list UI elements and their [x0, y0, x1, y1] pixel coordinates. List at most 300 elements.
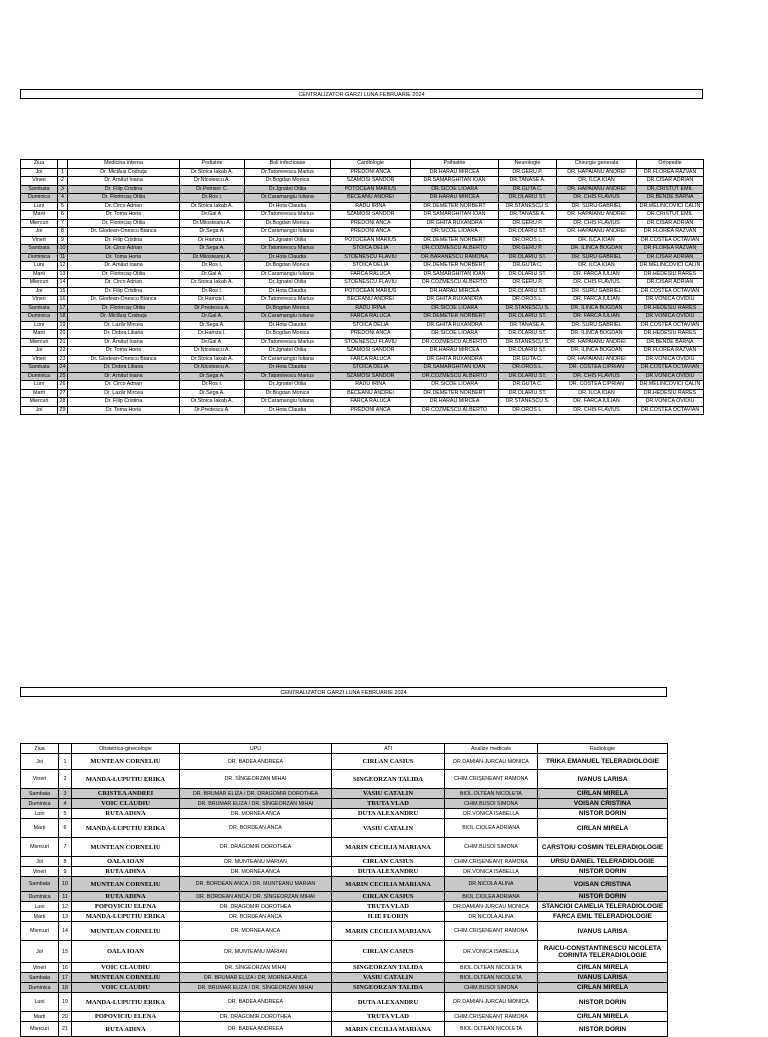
table-cell: 3: [58, 185, 68, 194]
table-cell: BIOL.CIOLEA ADRIANA: [445, 819, 538, 838]
table-row: [21, 406, 704, 415]
table-cell: Dr.Tatomirescu Marius: [245, 338, 331, 347]
table-cell: 6: [59, 819, 72, 838]
table-cell: DR. FARCA IULIAN: [557, 313, 637, 322]
table-row: [21, 941, 668, 963]
table-cell: VOISAN CRISTINA: [538, 799, 668, 809]
table-cell: DR.FLOREA RAZVAN: [637, 245, 704, 254]
table-cell: Dr.Bogdan Monica: [245, 177, 331, 186]
table-cell: Joi: [21, 228, 58, 237]
table-cell: DR.STANESCU S.: [499, 304, 557, 313]
table-cell: DR.BARANESCU RAMONA: [411, 253, 499, 262]
table-row: [21, 313, 704, 322]
table-row: [21, 857, 668, 867]
table-cell: NISTOR DORIN: [538, 892, 668, 902]
table-cell: 17: [58, 304, 68, 313]
table-cell: DR.DEMETER NORBERT: [411, 389, 499, 398]
table-cell: DR.GHITA RUXANDRA: [411, 296, 499, 305]
table-cell: Sambata: [21, 185, 58, 194]
table-cell: Dr.Tatomirescu Marius: [245, 296, 331, 305]
table-cell: DR. ILINCA BOGDAN: [557, 347, 637, 356]
table-cell: Sambata: [21, 245, 58, 254]
table-cell: Marti: [21, 330, 58, 339]
table-cell: DR.COSTEA OCTAVIAN: [637, 236, 704, 245]
table-cell: IVANUS LARISA: [538, 973, 668, 983]
table-cell: DR.GHITA RUXANDRA: [411, 219, 499, 228]
table-cell: DR.GHITA RUXANDRA: [411, 355, 499, 364]
table-cell: Vineri: [21, 177, 58, 186]
table-cell: DR.COZMESCU ALBERTO: [411, 279, 499, 288]
table-cell: DR.STANESCU S.: [499, 338, 557, 347]
table-cell: DR.DAMIAN-JURCAU MONICA: [445, 754, 538, 770]
table-cell: DR. CHIS FLAVIUS: [557, 279, 637, 288]
column-header: Analize medicale: [445, 744, 538, 754]
table-cell: DR.OLARIU ST.: [499, 330, 557, 339]
table-cell: Vineri: [21, 296, 58, 305]
table-cell: 6: [58, 211, 68, 220]
table-cell: DR. SURU GABRIEL: [557, 253, 637, 262]
table-cell: DR.SAMARGHITAN IOAN: [411, 270, 499, 279]
table-cell: DR. BORDEAN ANCA: [180, 912, 332, 922]
table-cell: STOICA DELIA: [331, 364, 411, 373]
table-cell: DR.COSTEA OCTAVIAN: [637, 287, 704, 296]
table-cell: TRUTA VLAD: [332, 1012, 445, 1022]
table-cell: NISTOR DORIN: [538, 809, 668, 819]
table-cell: DR.OROS L.: [499, 406, 557, 415]
table-cell: DR.SICOE LIOARA: [411, 304, 499, 313]
table-cell: DR.STANESCU S.: [499, 398, 557, 407]
column-header: Ortopedie: [637, 160, 704, 169]
table-cell: VASIU CATALIN: [332, 789, 445, 799]
table-row: [21, 799, 668, 809]
table-cell: DR.NICOLA ALINA: [445, 912, 538, 922]
table-cell: DR.HARAU MIRCEA: [411, 398, 499, 407]
table-row: [21, 819, 668, 838]
table-cell: 7: [59, 838, 72, 857]
table-row: [21, 236, 704, 245]
table-cell: Dr.Stoica Iakab A.: [180, 355, 245, 364]
table-cell: Dr.Hota Claudia: [245, 321, 331, 330]
table-cell: DR.BENDE BARNA: [637, 338, 704, 347]
table-cell: Dr.Nicolescu A.: [180, 177, 245, 186]
table-cell: DR. FARCA IULIAN: [557, 270, 637, 279]
table-cell: 16: [59, 963, 72, 973]
table-cell: Sambata: [21, 973, 59, 983]
table-cell: DR.SICOE LIOARA: [411, 228, 499, 237]
table-cell: RAICU-CONSTANTINESCU NICOLETA CORINTA TELERADIOLOGIE: [538, 941, 668, 963]
table-cell: Marti: [21, 912, 59, 922]
table-cell: FARCA EMIL TELERADIOLOGIE: [538, 912, 668, 922]
table-cell: DR.VONICA OVIDIU: [637, 355, 704, 364]
table-cell: Duminica: [21, 983, 59, 993]
table-row: [21, 338, 704, 347]
table-cell: Dr.Sega A.: [180, 372, 245, 381]
table-cell: CHIM.CRIȘENEANȚ RAMONA: [445, 770, 538, 789]
table-row: [21, 770, 668, 789]
table-cell: RUTA ADINA: [72, 1022, 180, 1037]
table-cell: DR.GUTA C.: [499, 262, 557, 271]
table-cell: MANDA-LUPUTIU ERIKA: [72, 819, 180, 838]
table-cell: Dr.Hota Claudia: [245, 253, 331, 262]
table-cell: DR. BADEA ANDREEA: [180, 1022, 332, 1037]
table-cell: Duminica: [21, 799, 59, 809]
table-cell: Dr.Hota Claudia: [245, 287, 331, 296]
table-cell: Luni: [21, 381, 58, 390]
table-row: [21, 1012, 668, 1022]
table-cell: Marti: [21, 819, 59, 838]
table-cell: Dr. Florincaș Otilia: [68, 304, 180, 313]
table-cell: MARIN CECILIA MARIANA: [332, 1022, 445, 1037]
table-cell: DR.COSTEA OCTAVIAN: [637, 321, 704, 330]
table-cell: Vineri: [21, 770, 59, 789]
table-cell: DR.HEDESIU RARES: [637, 304, 704, 313]
table-cell: BIOL.OLTEAN NICOLETA: [445, 789, 538, 799]
table-cell: DR. HAPAIANU ANDREI: [557, 185, 637, 194]
table-cell: DR. SURU GABRIEL: [557, 321, 637, 330]
table-cell: Dr.Bogdan Monica: [245, 304, 331, 313]
table-cell: 17: [59, 973, 72, 983]
table-cell: Joi: [21, 347, 58, 356]
column-header: Ziua: [21, 744, 59, 754]
table-cell: DR. COSTEA CIPRIAN: [557, 364, 637, 373]
table-cell: Sambata: [21, 304, 58, 313]
table-cell: DR.SICOE LIOARA: [411, 381, 499, 390]
table-cell: DR.HARAU MIRCEA: [411, 287, 499, 296]
table-cell: 21: [58, 338, 68, 347]
column-header: [59, 744, 72, 754]
table-cell: Dr. Miclăuș Codruța: [68, 313, 180, 322]
table-cell: Duminica: [21, 253, 58, 262]
table-cell: Miercuri: [21, 279, 58, 288]
table-cell: 10: [59, 877, 72, 892]
table-cell: DR.GHITA RUXANDRA: [411, 321, 499, 330]
table-row: [21, 296, 704, 305]
table-cell: DR.FLOREA RAZVAN: [637, 347, 704, 356]
table-cell: RADU IRINA: [331, 202, 411, 211]
table-cell: BECEANU ANDREI: [331, 194, 411, 203]
on-call-table-services: [20, 743, 668, 1037]
table-cell: DR. SURU GABRIEL: [557, 287, 637, 296]
table-cell: DR. HAPAIANU ANDREI: [557, 355, 637, 364]
table-cell: Dr.Tatomirescu Marius: [245, 245, 331, 254]
table-cell: OALA IOAN: [72, 857, 180, 867]
table-cell: ILIE FLORIN: [332, 912, 445, 922]
table-cell: Miercuri: [21, 338, 58, 347]
table-cell: Dr.Caramangiu Iuliana: [245, 228, 331, 237]
table-cell: DR. CHIS FLAVIUS: [557, 372, 637, 381]
table-cell: Dr. Florincaș Otilia: [68, 270, 180, 279]
table-cell: MARIN CECILIA MARIANA: [332, 922, 445, 941]
table-row: [21, 902, 668, 912]
table-cell: 14: [59, 922, 72, 941]
table-cell: Sambata: [21, 364, 58, 373]
table-cell: Dr.Sega A.: [180, 228, 245, 237]
column-header: Obstetrica-ginecologie: [72, 744, 180, 754]
table-cell: DR. BORDEAN ANCA / DR. SÎNGEORZAN MIHAI: [180, 892, 332, 902]
table-cell: DR. BADEA ANDREEA: [180, 754, 332, 770]
table-cell: DR.MELINCOVICI CALIN: [637, 381, 704, 390]
table-row: [21, 270, 704, 279]
table-cell: CHIM.CRIȘENEANȚ RAMONA: [445, 922, 538, 941]
table-cell: RUTA ADINA: [72, 892, 180, 902]
table-cell: DR.TANASE A.: [499, 211, 557, 220]
table-cell: 5: [58, 202, 68, 211]
table-cell: 3: [59, 789, 72, 799]
table-cell: DR.COZMESCU ALBERTO: [411, 245, 499, 254]
table-cell: DR.HARAU MIRCEA: [411, 168, 499, 177]
table-row: [21, 168, 704, 177]
table-cell: 19: [59, 993, 72, 1012]
table-row: [21, 321, 704, 330]
table-cell: Dr.Bogdan Monica: [245, 219, 331, 228]
table-cell: Dr. Toma Horia: [68, 253, 180, 262]
table-cell: 2: [58, 177, 68, 186]
table-cell: DR.SAMARGHITAN IOAN: [411, 364, 499, 373]
table-cell: DR. SÎNGEORZAN MIHAI: [180, 770, 332, 789]
table-cell: MUNTEAN CORNELIU: [72, 973, 180, 983]
table-cell: SZAMOSI SANDOR: [331, 372, 411, 381]
table-cell: Dr. Miclăuș Codruța: [68, 168, 180, 177]
table-cell: DR.NICOLA ALINA: [445, 877, 538, 892]
table-cell: DR.DEMETER NORBERT: [411, 262, 499, 271]
table-cell: DR. ILCA IOAN: [557, 236, 637, 245]
table-cell: Joi: [21, 941, 59, 963]
table-row: [21, 330, 704, 339]
table-cell: Dr.Gal A.: [180, 338, 245, 347]
table-cell: FARCA RALUCA: [331, 270, 411, 279]
table-cell: Dr.Hamza I.: [180, 236, 245, 245]
table-cell: DR.VONICA ISABELLA: [445, 867, 538, 877]
table-row: [21, 381, 704, 390]
table-cell: Marti: [21, 211, 58, 220]
table-cell: CHIM.BUSOI SIMONA: [445, 983, 538, 993]
table-cell: 15: [59, 941, 72, 963]
table-cell: 13: [58, 270, 68, 279]
table-cell: DR.SAMARGHITAN IOAN: [411, 177, 499, 186]
table-cell: 20: [58, 330, 68, 339]
table-cell: CIRLAN CASIUS: [332, 857, 445, 867]
table-cell: VOIC CLAUDIU: [72, 983, 180, 993]
table-cell: DR. CHIS FLAVIUS: [557, 406, 637, 415]
table-cell: DR.OLARIU ST.: [499, 194, 557, 203]
table-cell: OALA IOAN: [72, 941, 180, 963]
table-cell: Sambata: [21, 877, 59, 892]
table-cell: Vineri: [21, 236, 58, 245]
table-cell: Dr.Nicolescu A.: [180, 364, 245, 373]
table-cell: DR.DEMETER NORBERT: [411, 202, 499, 211]
table-row: [21, 279, 704, 288]
table-cell: DR.HEDESIU RARES: [637, 270, 704, 279]
table-cell: Luni: [21, 321, 58, 330]
column-header: Psihiatrie: [411, 160, 499, 169]
table-cell: Dr.Milosteanu A.: [180, 219, 245, 228]
table-cell: 25: [58, 372, 68, 381]
table-cell: DR.TANASE A.: [499, 177, 557, 186]
table-cell: DR. BRUMAR ELIZA / DR. SÎNGEORZAN MIHAI: [180, 799, 332, 809]
on-call-table-medical: [20, 159, 704, 415]
table-cell: SINGEORZAN TALIDA: [332, 770, 445, 789]
table-cell: DUTA ALEXANDRU: [332, 867, 445, 877]
table-row: [21, 963, 668, 973]
table-cell: BECEANU ANDREI: [331, 389, 411, 398]
table-cell: Joi: [21, 287, 58, 296]
table-cell: Luni: [21, 902, 59, 912]
table-cell: Dr.Bogdan Monica: [245, 330, 331, 339]
table-cell: Dr. Filip Cristina: [68, 185, 180, 194]
table-cell: NISTOR DORIN: [538, 993, 668, 1012]
table-cell: STOENESCU FLAVIU: [331, 338, 411, 347]
table-cell: POTOCEAN MARIUS: [331, 287, 411, 296]
table-cell: TRUTA VLAD: [332, 799, 445, 809]
table-cell: Dr.Jgnatel Otilia: [245, 236, 331, 245]
table-cell: SINGEORZAN TALIDA: [332, 963, 445, 973]
table-cell: Marti: [21, 270, 58, 279]
table-cell: DR. ILCA IOAN: [557, 177, 637, 186]
table-cell: MUNTEAN CORNELIU: [72, 754, 180, 770]
table-row: [21, 287, 704, 296]
table-cell: Dr.Tatomirescu Marius: [245, 372, 331, 381]
table-cell: Dr.Predescu A.: [180, 304, 245, 313]
table-cell: DR. FARCA IULIAN: [557, 296, 637, 305]
table-cell: DR. FARCA IULIAN: [557, 398, 637, 407]
table-row: [21, 877, 668, 892]
table-cell: Luni: [21, 202, 58, 211]
table-cell: DR.OLARIU ST.: [499, 372, 557, 381]
table-cell: BIOL.OLTEAN NICOLETA: [445, 973, 538, 983]
table-cell: TRUTA VLAD: [332, 902, 445, 912]
table-cell: 18: [58, 313, 68, 322]
table-cell: DR. CHIS FLAVIUS: [557, 219, 637, 228]
table-cell: FARCA RALUCA: [331, 313, 411, 322]
table-cell: Dr.Gal A.: [180, 270, 245, 279]
table-cell: 27: [58, 389, 68, 398]
table-cell: MUNTEAN CORNELIU: [72, 838, 180, 857]
column-header: Neurologie: [499, 160, 557, 169]
table-cell: DR.OLARIU ST.: [499, 389, 557, 398]
table-cell: DR.GUTA C.: [499, 185, 557, 194]
table-cell: DR.VONICA OVIDIU: [637, 398, 704, 407]
table-cell: STOENESCU FLAVIU: [331, 279, 411, 288]
table-cell: NISTOR DORIN: [538, 867, 668, 877]
table-cell: Dr.Gal A.: [180, 211, 245, 220]
table-cell: DR. SÎNGEORZAN MIHAI: [180, 963, 332, 973]
table-cell: Luni: [21, 993, 59, 1012]
table-cell: Miercuri: [21, 1022, 59, 1037]
column-header: ATI: [332, 744, 445, 754]
table-row: [21, 973, 668, 983]
table-cell: Dr.Stoica Iakab A.: [180, 398, 245, 407]
table-cell: DR. BRUMAR ELIZA / DR. SÎNGEORZAN MIHAI: [180, 983, 332, 993]
table-row: [21, 347, 704, 356]
table-cell: Dr.Bogdan Monica: [245, 262, 331, 271]
table-cell: DR. MORNEA ANCA: [180, 922, 332, 941]
table-cell: Dr. Arnăut Ioana: [68, 372, 180, 381]
table-row: [21, 389, 704, 398]
table-cell: VASIU CATALIN: [332, 973, 445, 983]
table-cell: DR.OROS L.: [499, 236, 557, 245]
table-cell: DR.OLARIU ST.: [499, 313, 557, 322]
table-cell: CIRLAN MIRELA: [538, 983, 668, 993]
table-cell: Dr.Hota Claudia: [245, 406, 331, 415]
table-cell: DR. BADEA ANDREEA: [180, 993, 332, 1012]
table-cell: CIRLAN CASIUS: [332, 892, 445, 902]
table-cell: CIRLAN CASIUS: [332, 754, 445, 770]
table-cell: 4: [59, 799, 72, 809]
table-cell: DR. DRAGOMIR DOROTHEA: [180, 1012, 332, 1022]
table-cell: CHIM.CRIȘENEANȚ RAMONA: [445, 1012, 538, 1022]
column-header: Cardiologie: [331, 160, 411, 169]
column-header: [58, 160, 68, 169]
table-cell: DR. ILINCA BOGDAN: [557, 245, 637, 254]
table-cell: 16: [58, 296, 68, 305]
column-header: Pediatrie: [180, 160, 245, 169]
table-cell: Dr. Filip Cristina: [68, 287, 180, 296]
table-cell: STANCIOI CAMELIA TELERADIOLOGIE: [538, 902, 668, 912]
table-cell: Dr.Nicolescu A.: [180, 347, 245, 356]
table-row: [21, 355, 704, 364]
table-cell: RADU IRINA: [331, 304, 411, 313]
table-cell: 2: [59, 770, 72, 789]
table-cell: Dr.Gal A.: [180, 313, 245, 322]
table-cell: 19: [58, 321, 68, 330]
table-cell: DR. ILINCA BOGDAN: [557, 304, 637, 313]
table-cell: DR.OLARIU ST.: [499, 287, 557, 296]
table-cell: Dr. Arnăut Ioana: [68, 177, 180, 186]
table-cell: DR.VONICA ISABELLA: [445, 941, 538, 963]
table-cell: DR.CISAR ADRIAN: [637, 177, 704, 186]
table-cell: Luni: [21, 809, 59, 819]
table-cell: Dr.Sega A.: [180, 389, 245, 398]
table-cell: PREDONI ANCA: [331, 330, 411, 339]
table-cell: 29: [58, 406, 68, 415]
table-cell: Dr. Toma Horia: [68, 211, 180, 220]
table-cell: Marti: [21, 389, 58, 398]
table-cell: DR.BENDE BARNA: [637, 194, 704, 203]
table-cell: DR. HAPAIANU ANDREI: [557, 211, 637, 220]
table-cell: Dr. Circo Adrian: [68, 245, 180, 254]
table-cell: DR.COZMESCU ALBERTO: [411, 406, 499, 415]
table-cell: Dr. Filip Cristina: [68, 236, 180, 245]
table-cell: Dr.Caramangiu Iuliana: [245, 194, 331, 203]
table-cell: Miercuri: [21, 838, 59, 857]
table-cell: Dr. Lazăr Mircea: [68, 389, 180, 398]
column-header: Boli infectioase: [245, 160, 331, 169]
table-row: [21, 372, 704, 381]
table-row: [21, 202, 704, 211]
column-header: Medicina interna: [68, 160, 180, 169]
table-cell: Dr.Caramangiu Iuliana: [245, 313, 331, 322]
table-cell: 13: [59, 912, 72, 922]
table-row: [21, 838, 668, 857]
table-cell: 23: [58, 355, 68, 364]
table-cell: DR. BORDEAN ANCA / DR. MUNTEANU MARIAN: [180, 877, 332, 892]
table-cell: 12: [59, 902, 72, 912]
table-cell: DR.HARAU MIRCEA: [411, 194, 499, 203]
table-cell: Dr. Toma Horia: [68, 406, 180, 415]
table-cell: BECEANU ANDREI: [331, 296, 411, 305]
table-header-row: [21, 744, 668, 754]
table-cell: Miercuri: [21, 922, 59, 941]
table-cell: CIRLAN MIRELA: [538, 963, 668, 973]
table-cell: Dr.Caramangiu Iuliana: [245, 270, 331, 279]
table-cell: RUTA ADINA: [72, 809, 180, 819]
table-cell: DR.SICOE LIOARA: [411, 185, 499, 194]
table-cell: Joi: [21, 406, 58, 415]
table-row: [21, 993, 668, 1012]
table-cell: Dr. Circo Adrian: [68, 381, 180, 390]
column-header: UPU: [180, 744, 332, 754]
table-cell: Dr. Glodean-Onescu Bianca: [68, 296, 180, 305]
